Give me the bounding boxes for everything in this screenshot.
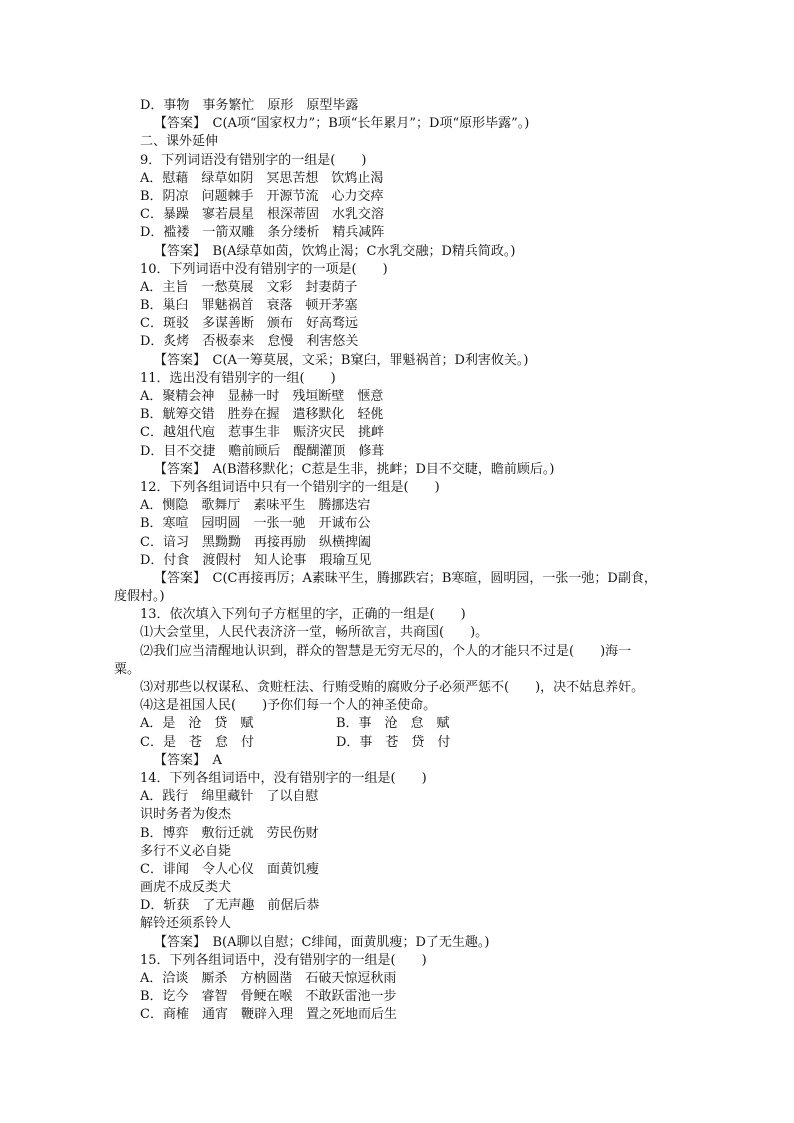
text-line: 12．下列各组词语中只有一个错别字的一组是( ) [140,479,440,495]
choice-left: A．是 沧 贷 赋 [140,716,254,732]
text-line: 14．下列各组词语中，没有错别字的一组是( ) [140,770,427,786]
text-line: B．博弈 敷衍迁就 劳民伤财 [140,825,319,841]
text-line: 【答案】 A [154,752,222,768]
text-line: ⑵我们应当清醒地认识到，群众的智慧是无穷无尽的，个人的才能只不过是( )海一 [140,643,632,659]
text-line: C．谙习 黑黝黝 再接再励 纵横捭阖 [140,534,371,550]
text-line: 11．选出没有错别字的一组( ) [140,370,336,386]
text-line: B．讫今 睿智 骨鲠在喉 不敢跃雷池一步 [140,989,397,1005]
text-line: A．践行 绵里藏针 了以自慰 [140,789,319,805]
text-line: A．洽谈 厮杀 方枘圆凿 石破天惊逗秋雨 [140,971,397,986]
document-body [114,97,674,1025]
answer-choices-row [114,734,674,752]
text-line: D．付食 渡假村 知人论事 瑕瑜互见 [140,552,372,568]
text-line: 【答案】 A(B潜移默化；C惹是生非，挑衅；D目不交睫，瞻前顾后。) [154,461,555,477]
text-line: B．寒喧 园明圆 一张一驰 开诚布公 [140,516,371,532]
text-line: D．褴褛 一箭双雕 条分缕析 精兵减阵 [140,225,385,241]
text-line: ⑷这是祖国人民( )予你们每一个人的神圣使命。 [140,698,437,714]
text-line: 10．下列词语中没有错别字的一项是( ) [140,261,388,277]
text-line: 二、课外延伸 [140,134,219,150]
text-line: 15．下列各组词语中，没有错别字的一组是( ) [140,952,427,968]
text-line: 9．下列词语没有错别字的一组是( ) [140,152,367,168]
text-line: 多行不义必自毙 [140,843,232,859]
text-line: 粟。 [114,661,141,677]
text-line: C．斑驳 多谋善断 颁布 好高骛远 [140,316,358,332]
text-line: ⑴大会堂里，人民代表济济一堂，畅所欲言，共商国( )。 [140,625,489,641]
choice-right: B．事 沧 怠 赋 [336,716,450,732]
text-line: C．越俎代庖 惹事生非 赈济灾民 挑衅 [140,425,384,441]
text-line: D．事物 事务繁忙 原形 原型毕露 [140,98,359,113]
text-line: 【答案】 B(A聊以自慰；C绯闻，面黄肌瘦；D了无生趣。) [154,934,490,950]
text-line: A．恻隐 歌舞厅 素味平生 腾挪迭宕 [140,498,371,514]
text-line: 【答案】 C(C再接再厉；A素昧平生，腾挪跌宕；B寒暄，圆明园，一张一弛；D副食， [154,570,657,586]
text-line: C．暴躁 寥若晨星 根深蒂固 水乳交溶 [140,207,384,223]
text-line: 【答案】 C(A项“国家权力”；B项“长年累月”；D项“原形毕露”。) [154,116,530,132]
text-line: 画虎不成反类犬 [140,880,232,896]
text-line: 度假村。) [114,589,165,605]
text-line: A．主旨 一愁莫展 文彩 封妻荫子 [140,279,358,295]
text-line: B．巢臼 罪魅祸首 衰落 顿开茅塞 [140,298,358,314]
text-line: C．商榷 通宵 鞭辟入理 置之死地而后生 [140,1007,397,1023]
text-line: ⑶对那些以权谋私、贪赃枉法、行贿受贿的腐败分子必须严惩不( )，决不姑息养奸。 [140,680,645,695]
text-line: D．斩获 了无声趣 前倨后恭 [140,898,320,914]
text-line: D．炙烤 否极泰来 怠慢 利害悠关 [140,334,359,350]
text-line: 解铃还须系铃人 [140,916,232,932]
text-line: B．阴凉 问题棘手 开源节流 心力交瘁 [140,188,384,204]
text-line: 【答案】 B(A绿草如茵，饮鸩止渴；C水乳交融；D精兵简政。) [154,243,516,259]
text-line: 【答案】 C(A一筹莫展，文采；B窠臼，罪魁祸首；D利害攸关。) [154,352,529,368]
text-line: A．聚精会神 显赫一时 残垣断壁 惬意 [140,389,384,404]
answer-choices-row [114,715,674,733]
choice-left: C．是 苍 怠 付 [140,734,254,750]
text-line: C．诽闻 令人心仪 面黄饥瘦 [140,861,319,877]
text-line: 识时务者为俊杰 [140,807,232,823]
text-line: A．慰藉 绿草如阴 冥思苦想 饮鸩止渴 [140,170,384,186]
text-line: 13．依次填入下列句子方框里的字，正确的一组是( ) [140,607,466,623]
text-line: D．目不交捷 赡前顾后 醍醐灌顶 修葺 [140,443,385,459]
choice-right: D．事 苍 贷 付 [336,734,451,750]
text-line: B．觥筹交错 胜券在握 遣移默化 轻佻 [140,407,384,423]
